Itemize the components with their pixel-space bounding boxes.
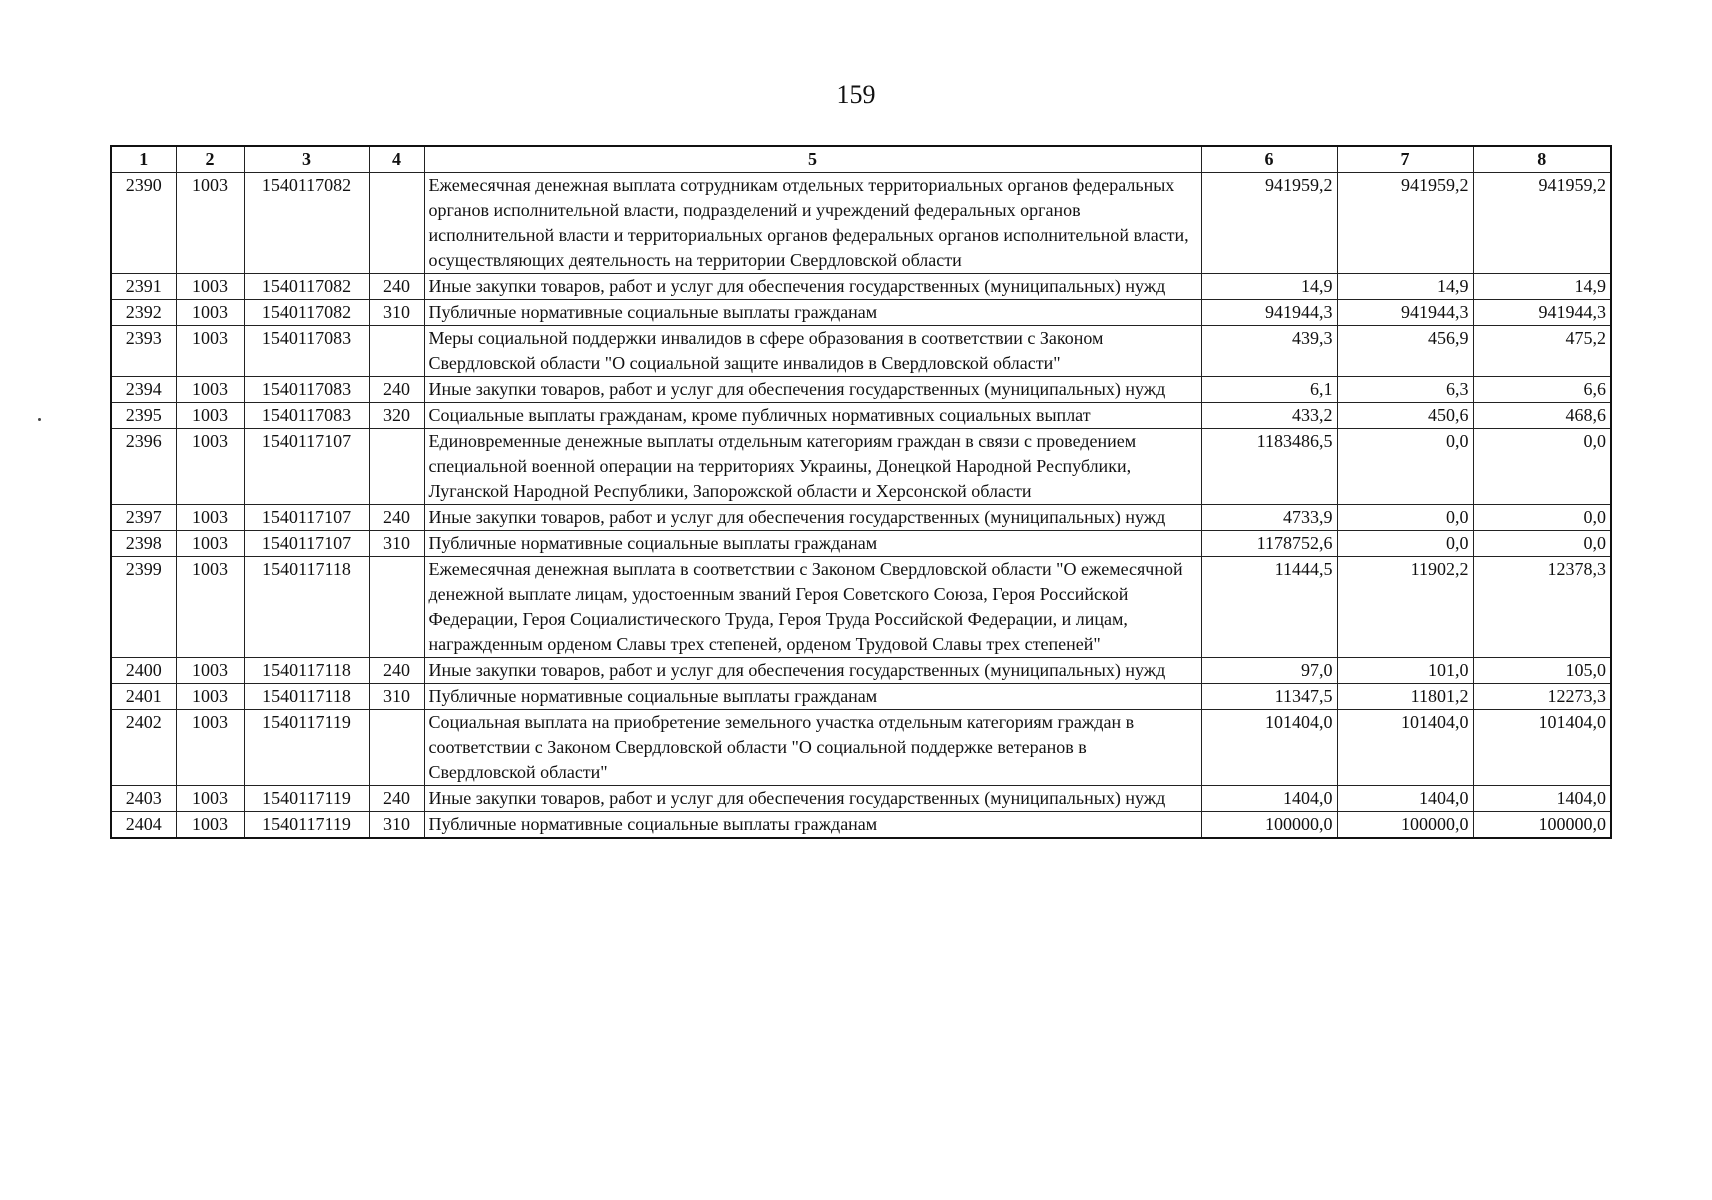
amount-col7-cell: 14,9 bbox=[1337, 274, 1473, 300]
amount-col7-cell: 450,6 bbox=[1337, 403, 1473, 429]
description-cell: Публичные нормативные социальные выплаты гражданам bbox=[424, 300, 1201, 326]
scan-speck bbox=[38, 418, 41, 421]
amount-col8-cell: 14,9 bbox=[1473, 274, 1611, 300]
table-row bbox=[111, 505, 1611, 531]
description-cell: Единовременные денежные выплаты отдельным категориям граждан в связи с проведением специальной военной операции на территориях Украины, Донецкой Народной Республики, Луганской Народной Республики, Запорожской области и Херсонской области bbox=[424, 429, 1201, 505]
expense-type-cell: 310 bbox=[369, 531, 424, 557]
column-header: 1 bbox=[111, 146, 176, 173]
section-code-cell: 1003 bbox=[176, 300, 244, 326]
target-article-cell: 1540117118 bbox=[244, 557, 369, 658]
amount-col7-cell: 11801,2 bbox=[1337, 684, 1473, 710]
amount-col8-cell: 1404,0 bbox=[1473, 786, 1611, 812]
amount-col6-cell: 439,3 bbox=[1201, 326, 1337, 377]
table-row bbox=[111, 812, 1611, 839]
section-code-cell: 1003 bbox=[176, 786, 244, 812]
target-article-cell: 1540117107 bbox=[244, 531, 369, 557]
row-number-cell: 2396 bbox=[111, 429, 176, 505]
amount-col7-cell: 11902,2 bbox=[1337, 557, 1473, 658]
amount-col6-cell: 97,0 bbox=[1201, 658, 1337, 684]
row-number-cell: 2403 bbox=[111, 786, 176, 812]
section-code-cell: 1003 bbox=[176, 531, 244, 557]
expense-type-cell: 240 bbox=[369, 658, 424, 684]
target-article-cell: 1540117082 bbox=[244, 173, 369, 274]
column-header: 5 bbox=[424, 146, 1201, 173]
amount-col6-cell: 4733,9 bbox=[1201, 505, 1337, 531]
amount-col7-cell: 941944,3 bbox=[1337, 300, 1473, 326]
expense-type-cell: 310 bbox=[369, 300, 424, 326]
row-number-cell: 2390 bbox=[111, 173, 176, 274]
target-article-cell: 1540117107 bbox=[244, 505, 369, 531]
amount-col6-cell: 1183486,5 bbox=[1201, 429, 1337, 505]
expense-type-cell bbox=[369, 173, 424, 274]
target-article-cell: 1540117119 bbox=[244, 786, 369, 812]
section-code-cell: 1003 bbox=[176, 812, 244, 839]
row-number-cell: 2400 bbox=[111, 658, 176, 684]
table-row bbox=[111, 684, 1611, 710]
description-cell: Публичные нормативные социальные выплаты гражданам bbox=[424, 684, 1201, 710]
target-article-cell: 1540117083 bbox=[244, 403, 369, 429]
amount-col8-cell: 941944,3 bbox=[1473, 300, 1611, 326]
description-cell: Социальная выплата на приобретение земельного участка отдельным категориям граждан в соответствии с Законом Свердловской области "О социальной поддержке ветеранов в Свердловской области" bbox=[424, 710, 1201, 786]
amount-col6-cell: 6,1 bbox=[1201, 377, 1337, 403]
expense-type-cell: 320 bbox=[369, 403, 424, 429]
description-cell: Публичные нормативные социальные выплаты гражданам bbox=[424, 531, 1201, 557]
section-code-cell: 1003 bbox=[176, 403, 244, 429]
table-row bbox=[111, 274, 1611, 300]
amount-col8-cell: 12378,3 bbox=[1473, 557, 1611, 658]
table-row bbox=[111, 173, 1611, 274]
section-code-cell: 1003 bbox=[176, 274, 244, 300]
amount-col8-cell: 6,6 bbox=[1473, 377, 1611, 403]
amount-col8-cell: 12273,3 bbox=[1473, 684, 1611, 710]
amount-col6-cell: 941959,2 bbox=[1201, 173, 1337, 274]
expense-type-cell bbox=[369, 326, 424, 377]
target-article-cell: 1540117119 bbox=[244, 710, 369, 786]
amount-col8-cell: 941959,2 bbox=[1473, 173, 1611, 274]
table-row bbox=[111, 429, 1611, 505]
table-body bbox=[111, 173, 1611, 839]
row-number-cell: 2397 bbox=[111, 505, 176, 531]
description-cell: Иные закупки товаров, работ и услуг для обеспечения государственных (муниципальных) нужд bbox=[424, 377, 1201, 403]
amount-col8-cell: 0,0 bbox=[1473, 505, 1611, 531]
header-row bbox=[111, 146, 1611, 173]
table-row bbox=[111, 377, 1611, 403]
amount-col7-cell: 0,0 bbox=[1337, 429, 1473, 505]
amount-col8-cell: 0,0 bbox=[1473, 531, 1611, 557]
section-code-cell: 1003 bbox=[176, 557, 244, 658]
row-number-cell: 2391 bbox=[111, 274, 176, 300]
amount-col6-cell: 14,9 bbox=[1201, 274, 1337, 300]
amount-col6-cell: 941944,3 bbox=[1201, 300, 1337, 326]
amount-col7-cell: 0,0 bbox=[1337, 531, 1473, 557]
column-header: 6 bbox=[1201, 146, 1337, 173]
amount-col8-cell: 100000,0 bbox=[1473, 812, 1611, 839]
column-header: 7 bbox=[1337, 146, 1473, 173]
amount-col8-cell: 0,0 bbox=[1473, 429, 1611, 505]
row-number-cell: 2392 bbox=[111, 300, 176, 326]
amount-col6-cell: 1404,0 bbox=[1201, 786, 1337, 812]
section-code-cell: 1003 bbox=[176, 326, 244, 377]
amount-col8-cell: 468,6 bbox=[1473, 403, 1611, 429]
target-article-cell: 1540117118 bbox=[244, 658, 369, 684]
target-article-cell: 1540117083 bbox=[244, 326, 369, 377]
column-header: 8 bbox=[1473, 146, 1611, 173]
expense-type-cell bbox=[369, 429, 424, 505]
amount-col6-cell: 433,2 bbox=[1201, 403, 1337, 429]
amount-col7-cell: 100000,0 bbox=[1337, 812, 1473, 839]
target-article-cell: 1540117119 bbox=[244, 812, 369, 839]
description-cell: Иные закупки товаров, работ и услуг для обеспечения государственных (муниципальных) нужд bbox=[424, 786, 1201, 812]
expense-type-cell bbox=[369, 557, 424, 658]
description-cell: Социальные выплаты гражданам, кроме публичных нормативных социальных выплат bbox=[424, 403, 1201, 429]
column-header: 3 bbox=[244, 146, 369, 173]
page-number: 159 bbox=[836, 80, 876, 109]
amount-col8-cell: 101404,0 bbox=[1473, 710, 1611, 786]
section-code-cell: 1003 bbox=[176, 173, 244, 274]
section-code-cell: 1003 bbox=[176, 684, 244, 710]
table-row bbox=[111, 658, 1611, 684]
description-cell: Ежемесячная денежная выплата сотрудникам отдельных территориальных органов федеральных органов исполнительной власти, подразделений и учреждений федеральных органов исполнительной власти и территориальных органов федеральных органов исполнительной власти, осуществляющих деятельность на территории Свердловской области bbox=[424, 173, 1201, 274]
table-row bbox=[111, 557, 1611, 658]
section-code-cell: 1003 bbox=[176, 505, 244, 531]
amount-col7-cell: 101404,0 bbox=[1337, 710, 1473, 786]
target-article-cell: 1540117082 bbox=[244, 300, 369, 326]
target-article-cell: 1540117082 bbox=[244, 274, 369, 300]
expense-type-cell: 240 bbox=[369, 274, 424, 300]
description-cell: Публичные нормативные социальные выплаты гражданам bbox=[424, 812, 1201, 839]
row-number-cell: 2401 bbox=[111, 684, 176, 710]
description-cell: Иные закупки товаров, работ и услуг для обеспечения государственных (муниципальных) нужд bbox=[424, 274, 1201, 300]
row-number-cell: 2404 bbox=[111, 812, 176, 839]
table-row bbox=[111, 531, 1611, 557]
row-number-cell: 2394 bbox=[111, 377, 176, 403]
amount-col7-cell: 1404,0 bbox=[1337, 786, 1473, 812]
row-number-cell: 2402 bbox=[111, 710, 176, 786]
column-header: 4 bbox=[369, 146, 424, 173]
expense-type-cell bbox=[369, 710, 424, 786]
section-code-cell: 1003 bbox=[176, 710, 244, 786]
amount-col6-cell: 1178752,6 bbox=[1201, 531, 1337, 557]
amount-col8-cell: 475,2 bbox=[1473, 326, 1611, 377]
description-cell: Иные закупки товаров, работ и услуг для обеспечения государственных (муниципальных) нужд bbox=[424, 658, 1201, 684]
expense-type-cell: 310 bbox=[369, 684, 424, 710]
amount-col8-cell: 105,0 bbox=[1473, 658, 1611, 684]
description-cell: Ежемесячная денежная выплата в соответствии с Законом Свердловской области "О ежемесячной денежной выплате лицам, удостоенным званий Героя Советского Союза, Героя Российской Федерации, Героя Социалистического Труда, Героя Труда Российской Федерации, и лицам, награжденным орденом Славы трех степеней, орденом Трудовой Славы трех степеней" bbox=[424, 557, 1201, 658]
budget-table bbox=[110, 145, 1612, 839]
row-number-cell: 2393 bbox=[111, 326, 176, 377]
row-number-cell: 2398 bbox=[111, 531, 176, 557]
row-number-cell: 2395 bbox=[111, 403, 176, 429]
amount-col6-cell: 11347,5 bbox=[1201, 684, 1337, 710]
target-article-cell: 1540117083 bbox=[244, 377, 369, 403]
expense-type-cell: 240 bbox=[369, 377, 424, 403]
section-code-cell: 1003 bbox=[176, 377, 244, 403]
amount-col6-cell: 11444,5 bbox=[1201, 557, 1337, 658]
description-cell: Иные закупки товаров, работ и услуг для обеспечения государственных (муниципальных) нужд bbox=[424, 505, 1201, 531]
description-cell: Меры социальной поддержки инвалидов в сфере образования в соответствии с Законом Свердловской области "О социальной защите инвалидов в Свердловской области" bbox=[424, 326, 1201, 377]
expense-type-cell: 240 bbox=[369, 786, 424, 812]
amount-col6-cell: 101404,0 bbox=[1201, 710, 1337, 786]
target-article-cell: 1540117118 bbox=[244, 684, 369, 710]
table-row bbox=[111, 710, 1611, 786]
table-row bbox=[111, 300, 1611, 326]
target-article-cell: 1540117107 bbox=[244, 429, 369, 505]
expense-type-cell: 310 bbox=[369, 812, 424, 839]
column-header: 2 bbox=[176, 146, 244, 173]
amount-col7-cell: 101,0 bbox=[1337, 658, 1473, 684]
amount-col6-cell: 100000,0 bbox=[1201, 812, 1337, 839]
section-code-cell: 1003 bbox=[176, 658, 244, 684]
table-row bbox=[111, 403, 1611, 429]
table-row bbox=[111, 786, 1611, 812]
section-code-cell: 1003 bbox=[176, 429, 244, 505]
row-number-cell: 2399 bbox=[111, 557, 176, 658]
amount-col7-cell: 6,3 bbox=[1337, 377, 1473, 403]
amount-col7-cell: 0,0 bbox=[1337, 505, 1473, 531]
expense-type-cell: 240 bbox=[369, 505, 424, 531]
table-row bbox=[111, 326, 1611, 377]
amount-col7-cell: 941959,2 bbox=[1337, 173, 1473, 274]
amount-col7-cell: 456,9 bbox=[1337, 326, 1473, 377]
